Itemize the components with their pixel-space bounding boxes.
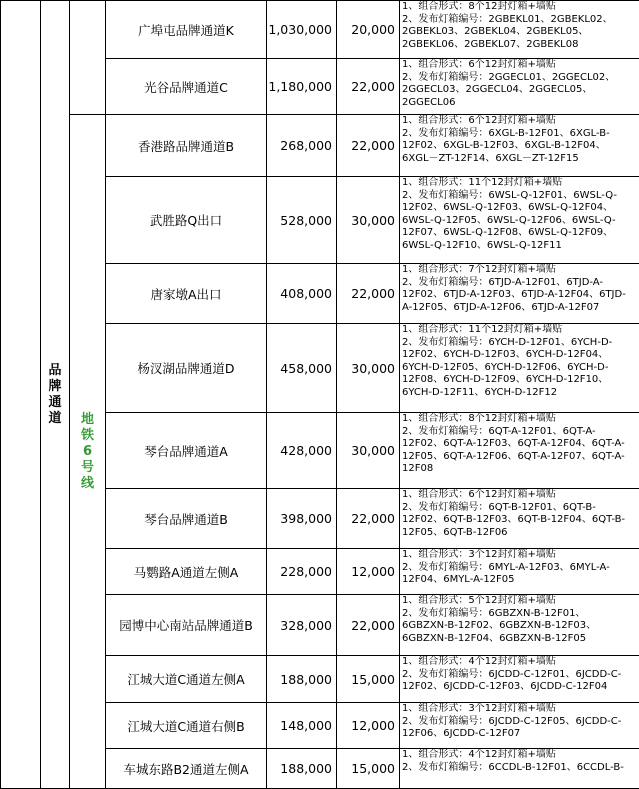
flow-cell: 12,000 (337, 549, 400, 595)
flow-cell: 30,000 (337, 324, 400, 413)
description-line: 6WSL-Q-12F05、6WSL-Q-12F06、6WSL-Q- (402, 215, 639, 228)
description-cell (400, 749, 639, 789)
description-line: 12F07、6WSL-Q-12F08、6WSL-Q-12F09、 (402, 227, 639, 240)
flow-cell: 22,000 (337, 489, 400, 549)
description-line: 12F05、6QT-A-12F06、6QT-A-12F07、6QT-A- (402, 451, 639, 464)
flow-cell: 15,000 (337, 656, 400, 703)
description-line: 2、发布灯箱编号：6GBZXN-B-12F01、 (402, 608, 639, 621)
description-line: 2GBEKL03、2GBEKL04、2GBEKL05、 (402, 26, 639, 39)
description-line: 12F08、6YCH-D-12F09、6YCH-D-12F10、 (402, 374, 639, 387)
price-cell: 458,000 (267, 324, 337, 413)
price-cell: 188,000 (267, 656, 337, 703)
description-line: 2、发布灯箱编号：6YCH-D-12F01、6YCH-D- (402, 337, 639, 350)
description-cell (400, 656, 639, 703)
description-line: 12F02、6TJD-A-12F03、6TJD-A-12F04、6TJD- (402, 289, 639, 302)
description-cell (400, 595, 639, 656)
description-line: 2、发布灯箱编号：6JCDD-C-12F05、6JCDD-C- (402, 716, 639, 729)
price-cell: 528,000 (267, 177, 337, 264)
table-row (1, 1, 639, 59)
table-row (1, 115, 639, 177)
description-line: 12F02、6XGL-B-12F03、6XGL-B-12F04、 (402, 140, 639, 153)
description-line: 2GGECL06 (402, 97, 639, 110)
description-cell (400, 177, 639, 264)
description-line: 2GGECL03、2GGECL04、2GGECL05、 (402, 84, 639, 97)
left-margin-cell (1, 1, 41, 789)
description-line: 1、组合形式：6个12封灯箱+墙贴 (402, 59, 639, 72)
description-line: 1、组合形式：8个12封灯箱+墙贴 (402, 413, 639, 426)
description-line: 12F05、6QT-B-12F06 (402, 527, 639, 540)
description-line: 2、发布灯箱编号：6XGL-B-12F01、6XGL-B- (402, 128, 639, 141)
description-line: 1、组合形式：7个12封灯箱+墙贴 (402, 264, 639, 277)
price-cell: 408,000 (267, 264, 337, 324)
category-cell (41, 1, 70, 789)
price-cell: 228,000 (267, 549, 337, 595)
description-line: 2、发布灯箱编号：2GGECL01、2GGECL02、 (402, 72, 639, 85)
description-cell (400, 59, 639, 115)
line-label: 地 铁 6 号 线 (70, 412, 105, 492)
location-name: 琴台品牌通道A (106, 413, 267, 489)
price-cell: 1,180,000 (267, 59, 337, 115)
description-line: 2、发布灯箱编号：6QT-A-12F01、6QT-A- (402, 426, 639, 439)
description-cell (400, 324, 639, 413)
location-name: 唐家墩A出口 (106, 264, 267, 324)
location-name: 江城大道C通道右侧B (106, 703, 267, 749)
flow-cell: 30,000 (337, 177, 400, 264)
flow-cell: 15,000 (337, 749, 400, 789)
description-line: 2、发布灯箱编号：6JCDD-C-12F01、6JCDD-C- (402, 669, 639, 682)
price-cell: 268,000 (267, 115, 337, 177)
line-cell (70, 115, 106, 789)
description-line: 1、组合形式：4个12封灯箱+墙贴 (402, 749, 639, 762)
location-name: 车城东路B2通道左侧A (106, 749, 267, 789)
description-line: 6XGL－ZT-12F14、6XGL－ZT-12F15 (402, 153, 639, 166)
description-line: 12F08 (402, 463, 639, 476)
description-line: 12F02、6WSL-Q-12F03、6WSL-Q-12F04、 (402, 202, 639, 215)
location-name: 江城大道C通道左侧A (106, 656, 267, 703)
flow-cell: 20,000 (337, 1, 400, 59)
category-label: 品 牌 通 道 (41, 363, 69, 427)
description-cell (400, 489, 639, 549)
description-line: 2、发布灯箱编号：6WSL-Q-12F01、6WSL-Q- (402, 190, 639, 203)
price-cell: 328,000 (267, 595, 337, 656)
description-line: 1、组合形式：3个12封灯箱+墙贴 (402, 703, 639, 716)
location-name: 光谷品牌通道C (106, 59, 267, 115)
description-line: 2、发布灯箱编号：6TJD-A-12F01、6TJD-A- (402, 277, 639, 290)
description-line: 1、组合形式：6个12封灯箱+墙贴 (402, 489, 639, 502)
location-name: 广埠屯品牌通道K (106, 1, 267, 59)
description-line: 2、发布灯箱编号：6QT-B-12F01、6QT-B- (402, 502, 639, 515)
description-line: 6YCH-D-12F11、6YCH-D-12F12 (402, 387, 639, 400)
price-cell: 428,000 (267, 413, 337, 489)
location-name: 园博中心南站品牌通道B (106, 595, 267, 656)
description-line: 1、组合形式：3个12封灯箱+墙贴 (402, 549, 639, 562)
description-line: 1、组合形式：4个12封灯箱+墙贴 (402, 656, 639, 669)
price-cell: 398,000 (267, 489, 337, 549)
description-line: 12F02、6QT-A-12F03、6QT-A-12F04、6QT-A- (402, 438, 639, 451)
price-cell: 148,000 (267, 703, 337, 749)
description-cell (400, 264, 639, 324)
description-cell (400, 703, 639, 749)
description-line: 6YCH-D-12F05、6YCH-D-12F06、6YCH-D- (402, 362, 639, 375)
location-name: 香港路品牌通道B (106, 115, 267, 177)
description-line: 2、发布灯箱编号：6CCDL-B-12F01、6CCDL-B- (402, 762, 639, 775)
flow-cell: 22,000 (337, 115, 400, 177)
location-name: 琴台品牌通道B (106, 489, 267, 549)
description-cell (400, 549, 639, 595)
description-line: 12F06、6JCDD-C-12F07 (402, 728, 639, 741)
price-cell: 188,000 (267, 749, 337, 789)
description-line: 2GBEKL06、2GBEKL07、2GBEKL08 (402, 39, 639, 52)
location-name: 武胜路Q出口 (106, 177, 267, 264)
description-line: 1、组合形式：5个12封灯箱+墙贴 (402, 595, 639, 608)
flow-cell: 22,000 (337, 264, 400, 324)
description-line: 1、组合形式：8个12封灯箱+墙贴 (402, 1, 639, 14)
description-line: 6WSL-Q-12F10、6WSL-Q-12F11 (402, 240, 639, 253)
description-line: 6GBZXN-B-12F02、6GBZXN-B-12F03、 (402, 620, 639, 633)
description-line: 1、组合形式：11个12封灯箱+墙贴 (402, 324, 639, 337)
line-cell-previous (70, 1, 106, 115)
flow-cell: 12,000 (337, 703, 400, 749)
description-line: 12F02、6JCDD-C-12F03、6JCDD-C-12F04 (402, 681, 639, 694)
description-cell (400, 1, 639, 59)
description-line: 1、组合形式：6个12封灯箱+墙贴 (402, 115, 639, 128)
location-name: 杨汊湖品牌通道D (106, 324, 267, 413)
location-name: 马鹦路A通道左侧A (106, 549, 267, 595)
description-cell (400, 413, 639, 489)
description-line: 12F04、6MYL-A-12F05 (402, 574, 639, 587)
flow-cell: 30,000 (337, 413, 400, 489)
description-line: 12F02、6YCH-D-12F03、6YCH-D-12F04、 (402, 349, 639, 362)
description-line: 6GBZXN-B-12F04、6GBZXN-B-12F05 (402, 633, 639, 646)
description-cell (400, 115, 639, 177)
description-line: 1、组合形式：11个12封灯箱+墙贴 (402, 177, 639, 190)
description-line: A-12F05、6TJD-A-12F06、6TJD-A-12F07 (402, 302, 639, 315)
description-line: 2、发布灯箱编号：6MYL-A-12F03、6MYL-A- (402, 562, 639, 575)
flow-cell: 22,000 (337, 595, 400, 656)
flow-cell: 22,000 (337, 59, 400, 115)
description-line: 2、发布灯箱编号：2GBEKL01、2GBEKL02、 (402, 14, 639, 27)
description-line: 12F02、6QT-B-12F03、6QT-B-12F04、6QT-B- (402, 514, 639, 527)
price-cell: 1,030,000 (267, 1, 337, 59)
